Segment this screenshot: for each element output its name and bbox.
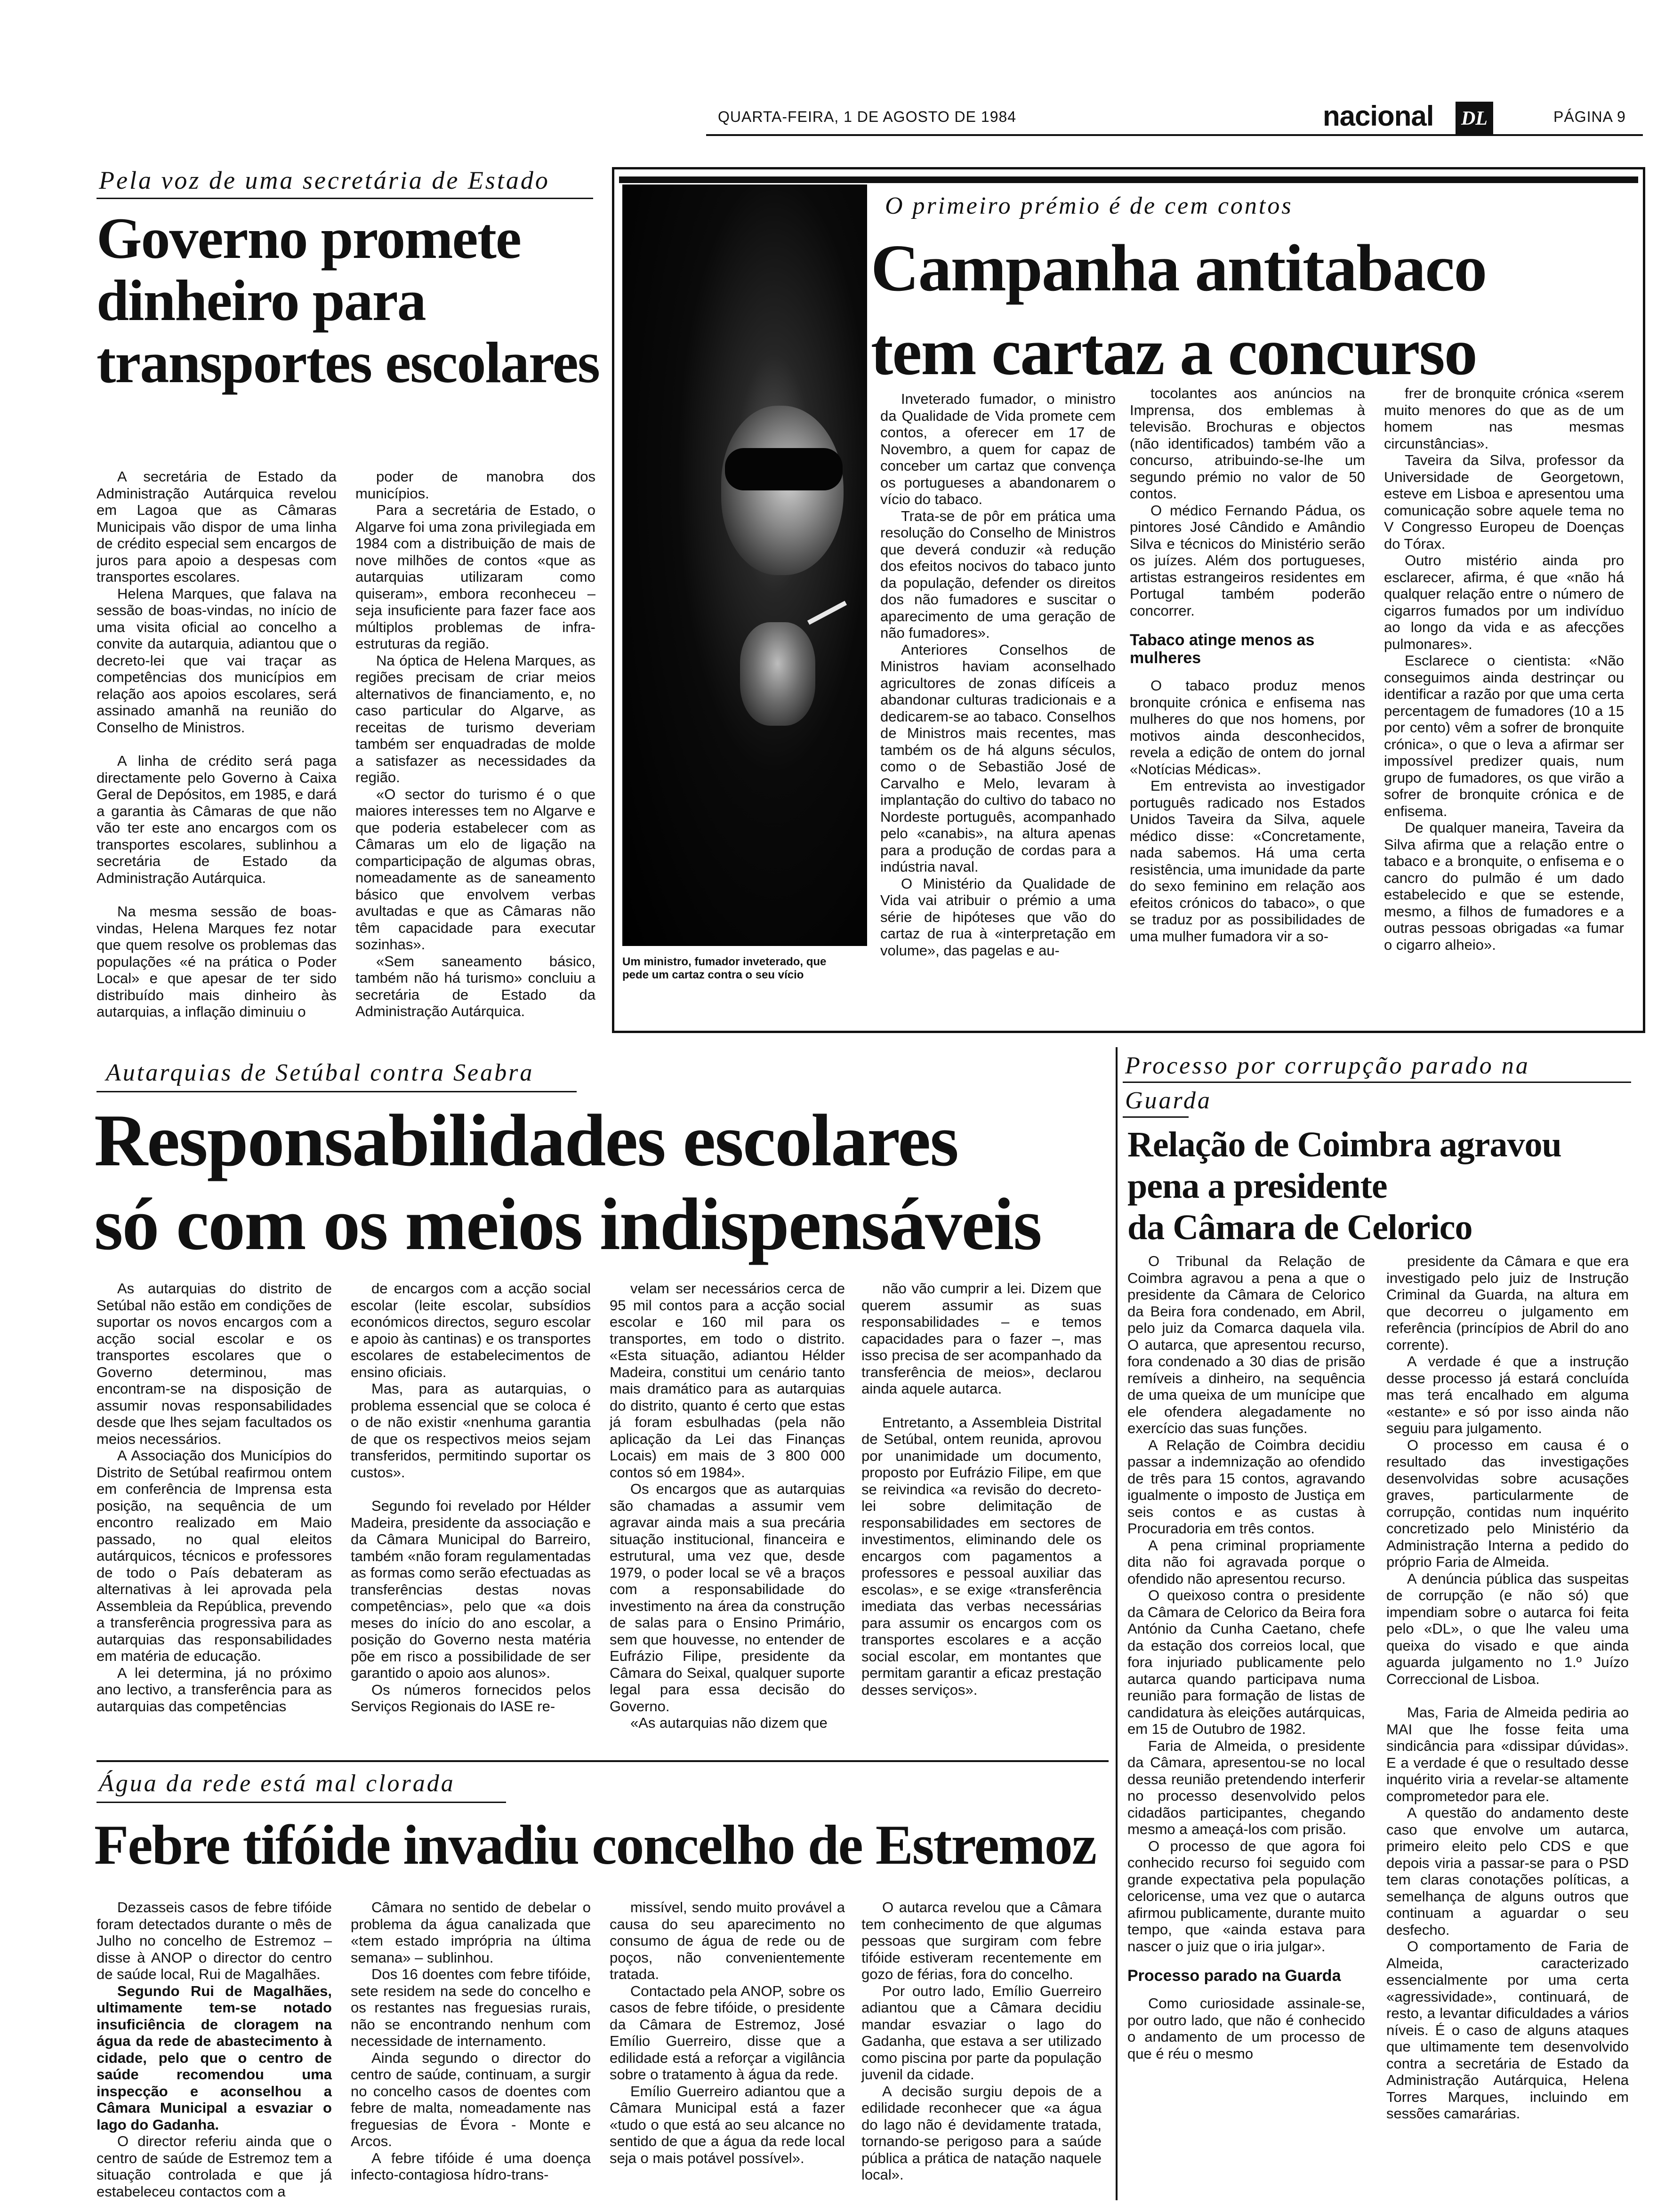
art3-title-line-2: só com os meios indispensáveis	[94, 1183, 1041, 1266]
paragraph: Em entrevista ao investigador português radicado nos Estados Unidos Taveira da Silva, aquele médico disse: «Concretamente, nada sabemos. Há uma certa resistência, uma imunidade da parte do sexo feminino em relação aos efeitos crónicos do tabaco», o que se traduz por as possibilidades de uma mulher fumadora vir a so-	[1130, 777, 1365, 945]
art4-column-1	[1127, 1253, 1365, 2199]
paragraph: A febre tifóide é uma doença infecto-contagiosa hídro-trans-	[351, 2149, 591, 2183]
smoking-minister-photo	[622, 184, 867, 946]
art2-kicker: O primeiro prémio é de cem contos	[885, 192, 1293, 219]
art4-column-2	[1386, 1253, 1629, 2199]
art4-kicker-line-1: Processo por corrupção parado na	[1125, 1052, 1530, 1079]
paragraph: O processo em causa é o resultado das investigações desenvolvidas sobre acusações graves, particularmente de corrupção, contidas num inquérito concretizado pelo Ministério da Administração Interna a pedido do próprio Faria de Almeida.	[1386, 1436, 1629, 1570]
paragraph: Como curiosidade assinale-se, por outro lado, que não é conhecido o andamento de um processo de que é réu o mesmo	[1127, 1995, 1365, 2062]
paragraph: A Associação dos Municípios do Distrito de Setúbal reafirmou ontem em conferência de Imprensa esta posição, na sequência de um encontro realizado em Maio passado, no qual eleitos autárquicos, técnicos e professores de todo o País debateram as alternativas à lei aprovada pela Assembleia da República, prevendo a transferência progressiva para as autarquias das responsabilidades em matéria de educação.	[97, 1447, 332, 1664]
art2-title-line-2: tem cartaz a concurso	[871, 314, 1477, 389]
paragraph: Na óptica de Helena Marques, as regiões precisam de criar meios alternativos de financiamento, e, no caso particular do Algarve, as receitas de turismo deveriam também ser enquadradas de molde a satisfazer as necessidades da região.	[355, 652, 595, 785]
paragraph: A linha de crédito será paga directamente pelo Governo à Caixa Geral de Depósitos, em 1985, e dará a garantia às Câmaras de que não vão ter este ano encargos com os transportes escolares, sublinhou a secretária de Estado da Administração Autárquica.	[97, 753, 337, 886]
art3-column-1	[97, 1280, 332, 1751]
paragraph: Inveterado fumador, o ministro da Qualidade de Vida promete cem contos, a oferecer em 17 de Novembro, a quem for capaz de conceber um cartaz que convença os portugueses a abandonarem o vício do tabaco.	[880, 391, 1116, 507]
paragraph: Trata-se de pôr em prática uma resolução do Conselho de Ministros que deverá conduzir «à redução dos efeitos nocivos do tabaco junto da população, defender os direitos dos não fumadores e suscitar o aparecimento de uma geração de não fumadores».	[880, 507, 1116, 641]
art4-subhead: Processo parado na Guarda	[1127, 1967, 1341, 1985]
paragraph: velam ser necessários cerca de 95 mil contos para a acção social escolar e 160 mil para os transportes, em todo o distrito. «Esta situação, adiantou Hélder Madeira, constitui um cenário tanto mais dramático para as autarquias do distrito, quanto é certo que estas já foram esbulhadas (pela não aplicação da Lei das Finanças Locais) em mais de 3 800 000 contos só em 1984».	[610, 1280, 845, 1481]
art2-column-2	[1130, 385, 1365, 1031]
paragraph: A pena criminal propriamente dita não foi agravada porque o ofendido não apresentou recurso.	[1127, 1537, 1365, 1587]
paragraph: A decisão surgiu depois de a edilidade reconhecer que «a água do lago não é devidamente tratada, tornando-se perigoso para a saúde pública a prática de natação naquele local».	[861, 2083, 1102, 2183]
art2-column-1	[880, 391, 1116, 1031]
paragraph: O comportamento de Faria de Almeida, caracterizado essencialmente por uma certa «agressividade», continuará, de resto, a levantar dificuldades a vários níveis. É o caso de alguns ataques que ultimamente tem desenvolvido contra a secretária de Estado da Administração Autárquica, Helena Torres Marques, incluindo em sessões camarárias.	[1386, 1938, 1629, 2122]
art5-kicker-rule	[97, 1802, 506, 1803]
paragraph: Os encargos que as autarquias são chamadas a assumir vem agravar ainda mais a sua precária situação institucional, financeira e estrutural, uma vez que, desde 1979, o poder local se vê a braços com a responsabilidade do investimento na área da construção de salas para o Ensino Primário, sem que houvesse, no entender de Eufrázio Filipe, presidente da Câmara do Seixal, qualquer suporte legal para essa decisão do Governo.	[610, 1481, 845, 1715]
paragraph: O Ministério da Qualidade de Vida vai atribuir o prémio a uma série de hipóteses que vão do cartaz de rua à «interpretação em volume», das pagelas e au-	[880, 875, 1116, 959]
paragraph: O tabaco produz menos bronquite crónica e enfisema nas mulheres do que nos homens, por motivos ainda desconhecidos, revela a edição de ontem do jornal «Notícias Médicas».	[1130, 677, 1365, 777]
paragraph: Dezasseis casos de febre tifóide foram detectados durante o mês de Julho no concelho de Estremoz – disse à ANOP o director do centro de saúde local, Rui de Magalhães.	[97, 1899, 332, 1982]
art4-divider	[1116, 1047, 1118, 2200]
paragraph: Por outro lado, Emílio Guerreiro adiantou que a Câmara decidiu mandar esvaziar o lago do Gadanha, que estava a ser utilizado como piscina por parte da população juvenil da cidade.	[861, 1982, 1102, 2083]
newspaper-logo	[1456, 102, 1493, 136]
paragraph: Mas, Faria de Almeida pediria ao MAI que lhe fosse feita uma sindicância para «dissipar dúvidas». E a verdade é que o resultado desse inquérito viria a revelar-se altamente comprometedor para ele.	[1386, 1704, 1629, 1804]
paragraph: O director referiu ainda que o centro de saúde de Estremoz tem a situação controlada e que já estabeleceu contactos com a	[97, 2133, 332, 2200]
paragraph: «As autarquias não dizem que	[630, 1715, 828, 1731]
paragraph: Faria de Almeida, o presidente da Câmara, apresentou-se no local dessa reunião pretendendo interferir no processo desenvolvido pelos cidadãos participantes, chegando mesmo a ameaçá-los com prisão.	[1127, 1737, 1365, 1837]
photo-hand-highlight	[740, 622, 815, 726]
art2-title-line-1: Campanha antitabaco	[871, 231, 1487, 305]
art1-title-line-1: Governo promete	[97, 206, 521, 271]
art5-column-1	[97, 1899, 332, 2200]
photo-sunglasses	[725, 448, 843, 490]
paragraph: De qualquer maneira, Taveira da Silva afirma que a relação entre o tabaco e a bronquite, o enfisema e o cancro do pulmão é um dado estabelecido e que se estende, mesmo, a filhos de fumadores e a outras pessoas obrigadas «a fumar o cigarro alheio».	[1384, 819, 1624, 953]
paragraph: frer de bronquite crónica «serem muito menores do que as de um homem nas mesmas circunstâncias».	[1384, 385, 1624, 452]
art3-kicker: Autarquias de Setúbal contra Seabra	[106, 1059, 534, 1086]
paragraph: Para a secretária de Estado, o Algarve foi uma zona privilegiada em 1984 com a distribuição de mais de nove milhões de contos «que as autarquias utilizaram como quiseram», embora reconheceu – seja insuficiente para fazer face aos múltiplos problemas de infra-estruturas da região.	[355, 502, 595, 652]
paragraph: O Tribunal da Relação de Coimbra agravou a pena a que o presidente da Câmara de Celorico da Beira fora condenado, em Abril, pelo juiz da Comarca daquela vila. O autarca, que apresentou recurso, fora condenado a 30 dias de prisão remíveis a dinheiro, na sequência de uma queixa de um munícipe que ele ofendera alegadamente no exercício das suas funções.	[1127, 1253, 1365, 1436]
photo-cigarette	[807, 601, 847, 625]
art4-title-line-1: Relação de Coimbra agravou	[1127, 1125, 1561, 1164]
paragraph: A denúncia pública das suspeitas de corrupção (e não só) que impendiam sobre o autarca foi feita pelo «DL», o que lhe valeu uma queixa do visado e que ainda aguarda julgamento no 1.º Juízo Correccional de Lisboa.	[1386, 1570, 1629, 1687]
paragraph: Esclarece o cientista: «Não conseguimos ainda destrinçar ou identificar a razão por que uma certa percentagem de fumadores (10 a 15 por cento) vêm a sofrer de bronquite crónica», o que o leva a afirmar ser impossível predizer quais, num grupo de fumadores, os que virão a sofrer de bronquite crónica e de enfisema.	[1384, 652, 1624, 819]
paragraph: Contactado pela ANOP, sobre os casos de febre tifóide, o presidente da Câmara de Estremoz, José Emílio Guerreiro, disse que a edilidade está a reforçar a vigilância sobre o tratamento à água da rede.	[610, 1982, 845, 2083]
art5-top-rule	[97, 1760, 1109, 1762]
paragraph: Câmara no sentido de debelar o problema da água canalizada que «tem estado imprópria na última semana» – sublinhou.	[351, 1899, 591, 1966]
section-label: nacional	[1323, 100, 1434, 132]
paragraph: «Sem saneamento básico, também não há turismo» concluiu a secretária de Estado da Administração Autárquica.	[355, 953, 595, 1019]
art4-kicker-line-2: Guarda	[1125, 1087, 1212, 1114]
paragraph: Helena Marques, que falava na sessão de boas-vindas, no início de uma visita oficial ao concelho a convite da autarquia, adiantou que o decreto-lei que vai traçar as competências dos municípios em relação aos apoios escolares, será assinado amanhã na reunião do Conselho de Ministros.	[97, 585, 337, 736]
art5-kicker: Água da rede está mal clorada	[99, 1770, 455, 1797]
paragraph: Emílio Guerreiro adiantou que a Câmara Municipal está a fazer «tudo o que está ao seu alcance no sentido de que a água da rede local seja o mais potável possível».	[610, 2083, 845, 2166]
art3-column-2	[351, 1280, 591, 1751]
photo-caption: Um ministro, fumador inveterado, que pede um cartaz contra o seu vício	[622, 955, 827, 981]
paragraph: O queixoso contra o presidente da Câmara de Celorico da Beira fora António da Cunha Caetano, chefe da estação dos correios local, que fora injuriado publicamente pelo autarca quando participava numa reunião para formação de listas de candidatura às eleições autárquicas, em 15 de Outubro de 1982.	[1127, 1587, 1365, 1737]
paragraph: A Relação de Coimbra decidiu passar a indemnização ao ofendido de três para 15 contos, agravando igualmente o imposto de Justiça em seis contos e as custas à Procuradoria em três contos.	[1127, 1436, 1365, 1537]
art4-title	[1127, 1124, 1645, 1248]
art4-kicker-rule-1	[1123, 1082, 1631, 1083]
paragraph: Outro mistério ainda pro esclarecer, afirma, é que «não há qualquer relação entre o número de cigarros fumados por um indivíduo ao longo da vida e as afecções pulmonares».	[1384, 552, 1624, 652]
art2-title	[871, 231, 1624, 389]
art3-kicker-rule	[97, 1091, 577, 1092]
art1-kicker-rule	[97, 198, 593, 199]
paragraph: Segundo Rui de Magalhães, ultimamente tem-se notado insuficiência de cloragem na água da rede de abastecimento à cidade, pelo que o centro de saúde recomendou uma inspecção e aconselhou a Câmara Municipal a esvaziar o lago do Gadanha.	[97, 1982, 332, 2133]
paragraph: A lei determina, já no próximo ano lectivo, a transferência para as autarquias das competências	[97, 1664, 332, 1715]
art1-column-1	[97, 468, 337, 1020]
art2-subhead: Tabaco atinge menos as mulheres	[1130, 631, 1315, 667]
art1-column-2	[355, 468, 595, 1019]
paragraph: Na mesma sessão de boas-vindas, Helena Marques fez notar que quem resolve os problemas das populações «é na prática o Poder Local» e que apesar de ter sido distribuído mais dinheiro às autarquias, a inflação diminuiu o	[97, 903, 337, 1020]
art1-title	[97, 206, 605, 396]
paragraph: Taveira da Silva, professor da Universidade de Georgetown, esteve em Lisboa e apresentou uma comunicação sobre aquele tema no V Congresso Europeu de Doenças do Tórax.	[1384, 452, 1624, 552]
paragraph: Os números fornecidos pelos Serviços Regionais do IASE re-	[351, 1681, 591, 1715]
paragraph: Anteriores Conselhos de Ministros haviam aconselhado agricultores de zonas difíceis a abandonar culturas tradicionais e a dedicarem-se ao tabaco. Conselhos de Ministros mais recentes, mas também os de há alguns séculos, como o de Sebastião José de Carvalho e Melo, levaram à implantação do cultivo do tabaco no Nordeste português, acompanhado pelo «canabis», na altura apenas para a produção de cordas para a indústria naval.	[880, 641, 1116, 875]
art5-column-3	[610, 1899, 845, 2200]
art5-column-4	[861, 1899, 1102, 2200]
paragraph: A questão do andamento deste caso que envolve um autarca, primeiro eleito pelo CDS e que depois viria a passar-se para o PSD tem claras conotações políticas, a semelhança de alguns outros que continuam a aguardar o seu desfecho.	[1386, 1804, 1629, 1938]
paragraph: poder de manobra dos municípios.	[355, 468, 595, 502]
paragraph: não vão cumprir a lei. Dizem que querem assumir as suas responsabilidades – e temos capacidades para o fazer –, mas isso precisa de ser acompanhado da transferência de meios», declarou ainda aquele autarca.	[861, 1280, 1102, 1397]
paragraph: As autarquias do distrito de Setúbal não estão em condições de suportar os novos encargos com a acção social escolar e os transportes escolares que o Governo determinou, mas encontram-se na disposição de assumir novas responsabilidades desde que lhes sejam facultados os meios necessários.	[97, 1280, 332, 1447]
art4-title-line-3: da Câmara de Celorico	[1127, 1208, 1472, 1247]
art1-title-line-2: dinheiro para	[97, 268, 426, 333]
paragraph: Segundo foi revelado por Hélder Madeira, presidente da associação e da Câmara Municipal do Barreiro, também «não foram regulamentadas as formas como serão efectuadas as transferências destas novas competências», pelo que «a dois meses do início do ano escolar, a posição do Governo nesta matéria põe em risco a possibilidade de ser garantido o apoio aos alunos».	[351, 1498, 591, 1681]
photo-face-highlight	[721, 406, 844, 575]
art3-column-3	[610, 1280, 845, 1751]
art2-column-3	[1384, 385, 1624, 1031]
paragraph: «O sector do turismo é o que maiores interesses tem no Algarve e que poderia estabelecer com as Câmaras um elo de ligação na comparticipação de algumas obras, nomeadamente as de saneamento básico que envolvem verbas avultadas e que as Câmaras não têm capacidade para executar sozinhas».	[355, 785, 595, 953]
art3-title	[94, 1099, 1130, 1271]
paragraph: Mas, para as autarquias, o problema essencial que se coloca é o de não existir «nenhuma garantia de que os respectivos meios sejam transferidos, permitindo suportar os custos».	[351, 1380, 591, 1481]
art4-title-line-2: pena a presidente	[1127, 1166, 1387, 1206]
paragraph: de encargos com a acção social escolar (leite escolar, subsídios económicos directos, seguro escolar e apoio às cantinas) e os transportes escolares de estabelecimentos de ensino oficiais.	[351, 1280, 591, 1380]
logo-letter: DL	[1461, 108, 1488, 129]
art4-kicker	[1125, 1049, 1530, 1118]
paragraph: tocolantes aos anúncios na Imprensa, dos emblemas à televisão. Brochuras e objectos (não identificados) também vão a concurso, atribuindo-se-lhe um segundo prémio no valor de 50 contos.	[1130, 385, 1365, 502]
art1-title-line-3: transportes escolares	[97, 330, 600, 395]
art5-title: Febre tifóide invadiu concelho de Estremoz	[94, 1813, 1096, 1876]
page-number: PÁGINA 9	[1553, 108, 1626, 125]
art5-column-2	[351, 1899, 591, 2200]
paragraph: Entretanto, a Assembleia Distrital de Setúbal, ontem reunida, aprovou por unanimidade um documento, proposto por Eufrázio Filipe, em que se reivindica «a revisão do decreto-lei sobre delimitação de responsabilidades em sectores de investimentos, eliminando dele os encargos com pagamentos a professores e pessoal auxiliar das escolas», e se exige «transferência imediata das verbas necessárias para assumir os encargos com os transportes escolares e a acção social escolar, em montantes que permitam garantir a eficaz prestação desses serviços».	[861, 1414, 1102, 1698]
paragraph: missível, sendo muito provável a causa do seu aparecimento no consumo de água de rede ou de poços, não convenientemente tratada.	[610, 1899, 845, 1982]
art1-kicker: Pela voz de uma secretária de Estado	[99, 166, 550, 194]
art4-kicker-rule-2	[1123, 1116, 1189, 1118]
paragraph: Dos 16 doentes com febre tifóide, sete residem na sede do concelho e os restantes nas freguesias rurais, não se encontrando nenhum com necessidade de internamento.	[351, 1966, 591, 2049]
art3-column-4	[861, 1280, 1102, 1751]
paragraph: O processo de que agora foi conhecido recurso foi seguido com grande expectativa pela população celoricense, uma vez que o autarca afirmou publicamente, durante muito tempo, que «ainda estava para nascer o juiz que o iria julgar».	[1127, 1837, 1365, 1955]
art2-top-bar	[619, 176, 1638, 183]
paragraph: A verdade é que a instrução desse processo já estará concluída mas terá encalhado em alguma «estante» e só por isso ainda não seguiu para julgamento.	[1386, 1353, 1629, 1436]
paragraph: O autarca revelou que a Câmara tem conhecimento de que algumas pessoas que surgiram com febre tifóide estiveram recentemente em gozo de férias, fora do concelho.	[861, 1899, 1102, 1982]
masthead-rule	[706, 134, 1643, 136]
art3-title-line-1: Responsabilidades escolares	[94, 1099, 958, 1182]
paragraph: Ainda segundo o director do centro de saúde, continuam, a surgir no concelho casos de doentes com febre de malta, nomeadamente nas freguesias de Évora - Monte e Arcos.	[351, 2049, 591, 2149]
paragraph: A secretária de Estado da Administração Autárquica revelou em Lagoa que as Câmaras Municipais vão dispor de uma linha de crédito especial sem encargos de juros para apoio a despesas com transportes escolares.	[97, 468, 337, 585]
masthead-date: QUARTA-FEIRA, 1 DE AGOSTO DE 1984	[718, 108, 1017, 125]
paragraph: O médico Fernando Pádua, os pintores José Cândido e Amândio Silva e técnicos do Ministério serão os juízes. Além dos portugueses, artistas estrangeiros residentes em Portugal também poderão concorrer.	[1130, 502, 1365, 619]
paragraph: presidente da Câmara e que era investigado pelo juiz de Instrução Criminal da Guarda, na altura em que decorreu o julgamento em referência (princípios de Abril do ano corrente).	[1386, 1253, 1629, 1353]
